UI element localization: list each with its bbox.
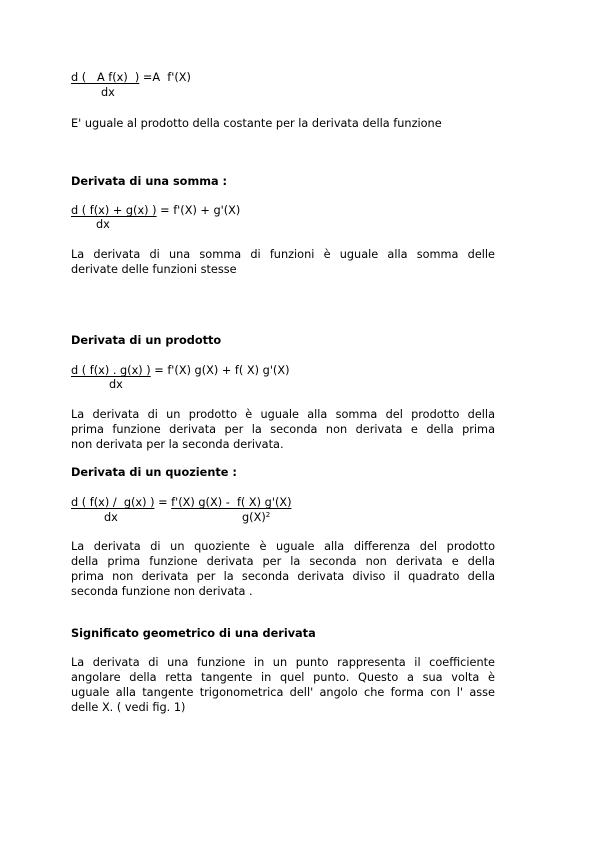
formula-product [71, 364, 289, 378]
formula-constant [71, 71, 191, 85]
paragraph-line: prima funzione derivata per la seconda non derivata e della prima [71, 423, 495, 436]
product-rule-text [71, 407, 495, 452]
paragraph-line: derivate delle funzioni stesse [71, 263, 237, 276]
formula-product-rhs: = f'(X) g(X) + f( X) g'(X) [150, 364, 290, 377]
heading-sum: Derivata di una somma : [71, 175, 228, 188]
formula-quotient-numerator: d ( f(x) / g(x) ) [71, 496, 155, 509]
formula-quotient [71, 496, 292, 510]
denominator-exponent: 2 [265, 511, 271, 519]
constant-rule-text: E' uguale al prodotto della costante per la derivata della funzione [71, 117, 442, 130]
formula-constant-dx: dx [101, 86, 115, 99]
geometric-meaning-text [71, 655, 495, 715]
formula-sum-numerator: d ( f(x) + g(x) ) [71, 204, 157, 217]
heading-geometric-meaning: Significato geometrico di una derivata [71, 627, 316, 640]
formula-constant-rhs: =A f'(X) [139, 71, 191, 84]
quotient-rule-text [71, 539, 495, 599]
formula-product-numerator: d ( f(x) . g(x) ) [71, 364, 151, 377]
formula-quotient-dx: dx [104, 511, 118, 524]
paragraph-line: La derivata di un prodotto è uguale alla somma del prodotto della [71, 408, 495, 421]
paragraph-line: non derivata per la seconda derivata. [71, 438, 284, 451]
formula-quotient-denominator [242, 511, 270, 525]
paragraph-line: della prima funzione derivata per la seconda non derivata e della [71, 555, 495, 568]
formula-quotient-equals: = [154, 496, 172, 509]
sum-rule-text [71, 247, 495, 277]
paragraph-line: delle X. ( vedi fig. 1) [71, 701, 186, 714]
paragraph-line: uguale alla tangente trigonometrica dell' angolo che forma con l' asse [71, 686, 495, 699]
heading-quotient: Derivata di un quoziente : [71, 466, 237, 479]
formula-sum [71, 204, 240, 218]
paragraph-line: angolare della retta tangente in quel punto. Questo a sua volta è [71, 671, 495, 684]
formula-sum-rhs: = f'(X) + g'(X) [156, 204, 241, 217]
denominator-base: g(X) [242, 511, 266, 524]
paragraph-line: La derivata di una somma di funzioni è uguale alla somma delle [71, 248, 495, 261]
formula-quotient-fraction: f'(X) g(X) - f( X) g'(X) [171, 496, 292, 509]
paragraph-line: seconda funzione non derivata . [71, 585, 253, 598]
paragraph-line: prima non derivata per la seconda derivata diviso il quadrato della [71, 570, 495, 583]
formula-constant-numerator: d ( A f(x) ) [71, 71, 140, 84]
formula-sum-dx: dx [96, 218, 110, 231]
paragraph-line: La derivata di una funzione in un punto rappresenta il coefficiente [71, 656, 495, 669]
paragraph-line: La derivata di un quoziente è uguale alla differenza del prodotto [71, 540, 495, 553]
formula-product-dx: dx [109, 378, 123, 391]
heading-product: Derivata di un prodotto [71, 334, 222, 347]
